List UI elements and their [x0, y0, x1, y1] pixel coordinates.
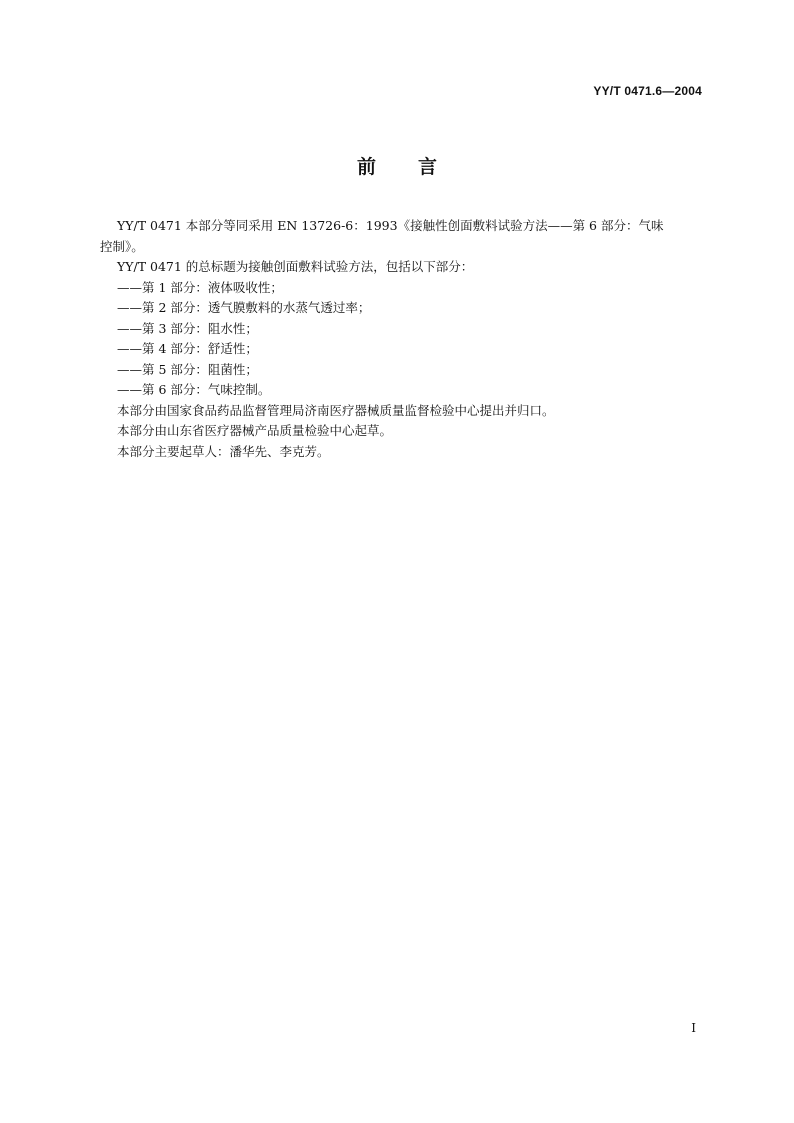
document-body	[100, 216, 705, 462]
list-item: ——第 5 部分：阻菌性；	[117, 361, 258, 377]
parts-list	[117, 278, 705, 401]
page-title: 前言	[356, 156, 479, 178]
list-item: ——第 1 部分：液体吸收性；	[117, 279, 283, 295]
standard-number: YY/T 0471.6—2004	[593, 84, 702, 98]
list-item: ——第 4 部分：舒适性；	[117, 341, 258, 356]
list-item: ——第 2 部分：透气膜敷料的水蒸气透过率；	[117, 300, 371, 315]
page-number: I	[691, 1021, 696, 1035]
paragraph-adoption-line1: YY/T 0471 本部分等同采用 EN 13726-6：1993《接触性创面敷料试验方法——第 6 部分：气味	[117, 218, 664, 233]
paragraph-general-title: YY/T 0471 的总标题为接触创面敷料试验方法，包括以下部分：	[117, 259, 474, 274]
paragraph-authors: 本部分主要起草人：潘华先、李克芳。	[117, 443, 330, 459]
paragraph-adoption	[117, 216, 705, 237]
paragraph-adoption-line2: 控制》。	[100, 238, 144, 254]
list-item: ——第 3 部分：阻水性；	[117, 320, 258, 336]
list-item: ——第 6 部分：气味控制。	[117, 382, 271, 397]
paragraph-adoption-continued	[100, 237, 705, 258]
paragraph-drafter: 本部分由山东省医疗器械产品质量检验中心起草。	[117, 423, 393, 438]
paragraph-proposer: 本部分由国家食品药品监督管理局济南医疗器械质量监督检验中心提出并归口。	[117, 402, 555, 418]
